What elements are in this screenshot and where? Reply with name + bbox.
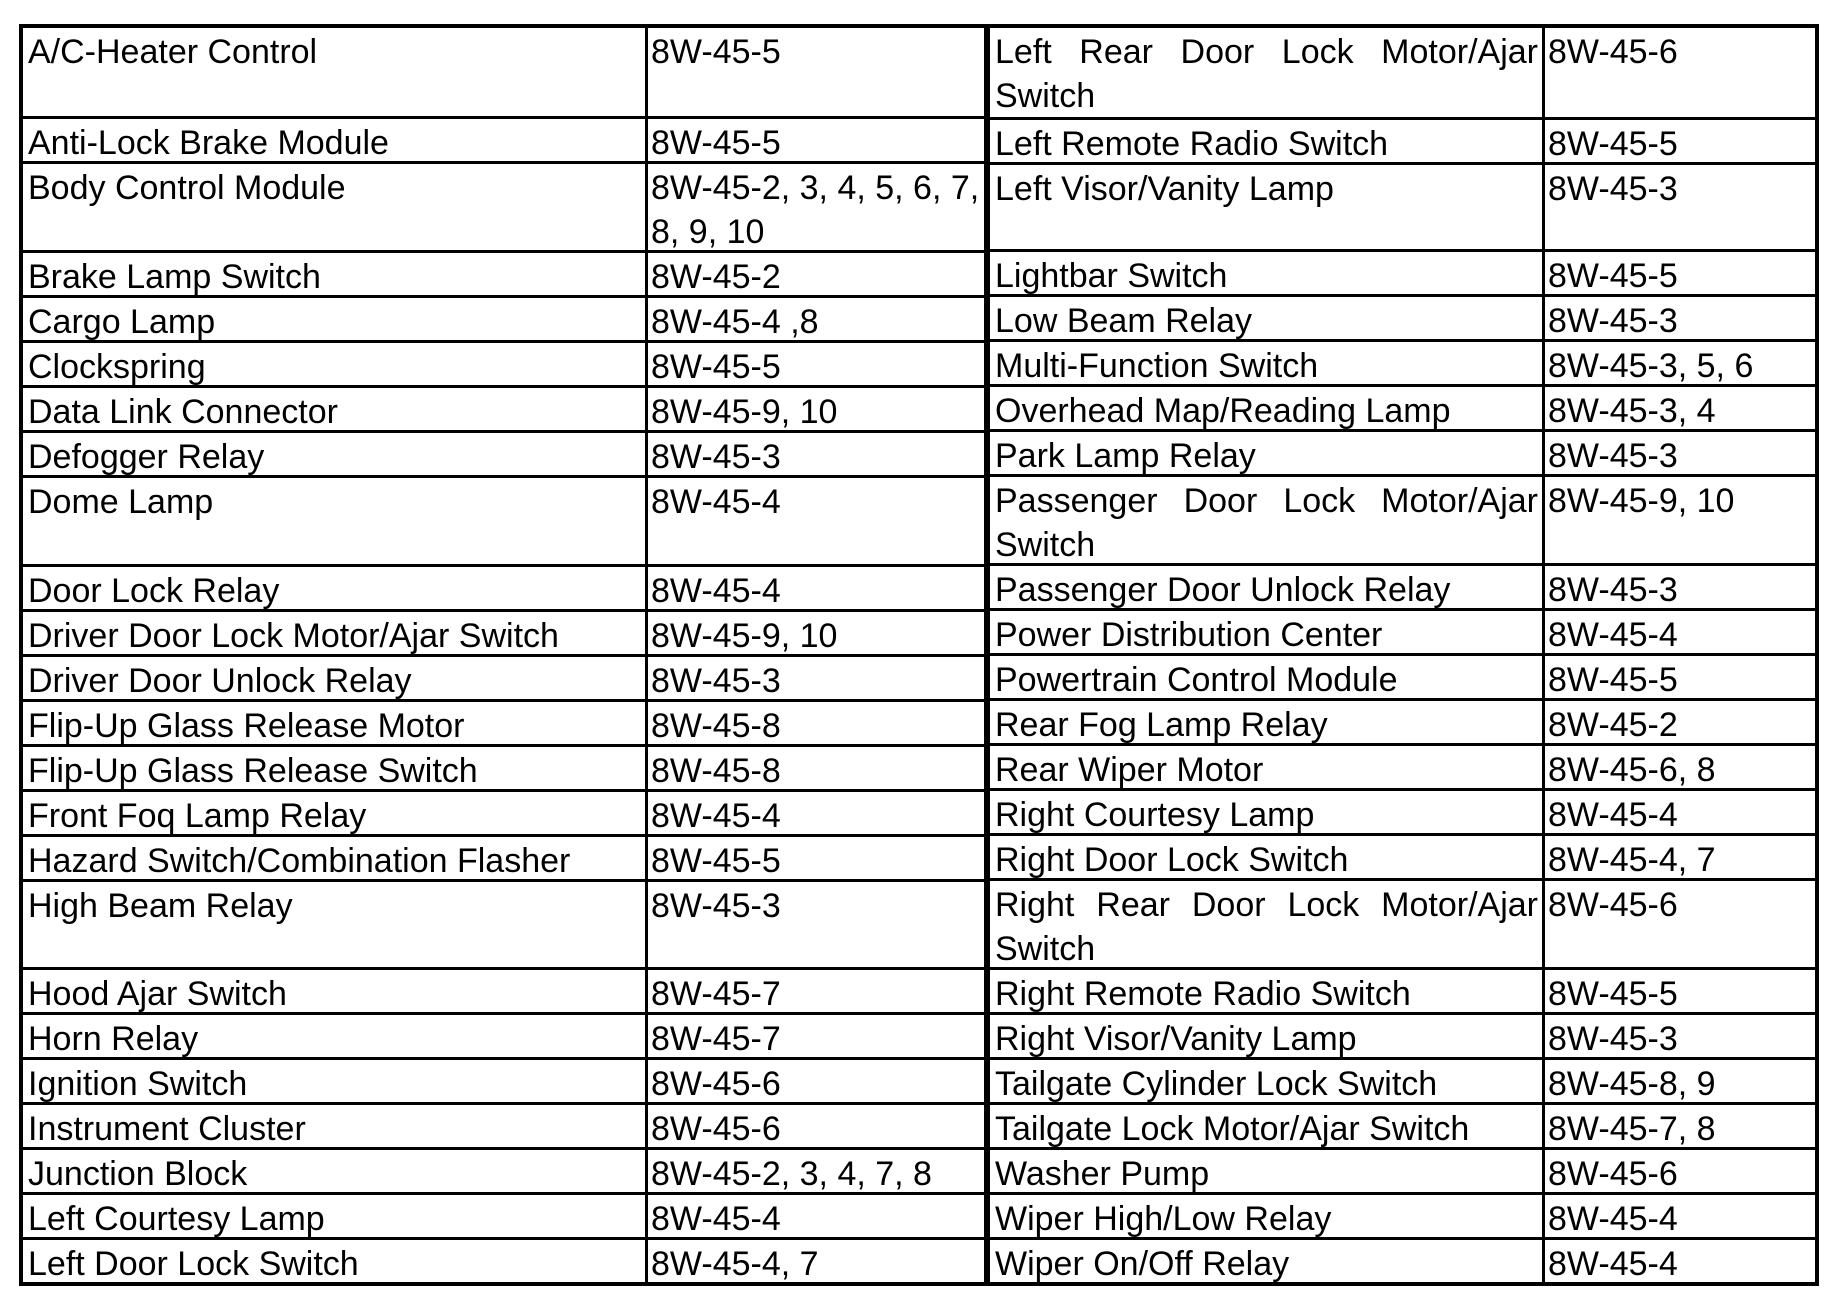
- table-row: [23, 1147, 984, 1192]
- table-row: [990, 878, 1819, 967]
- component-name: Flip-Up Glass Release Switch: [23, 747, 648, 789]
- page-reference: 8W-45-3: [651, 886, 781, 925]
- component-name: Right Remote Radio Switch: [990, 970, 1545, 1012]
- page-reference: 8W-45-9, 10: [1548, 482, 1735, 520]
- page-reference: 8W-45-3, 5, 6: [1548, 347, 1754, 384]
- component-name: Tailgate Cylinder Lock Switch: [990, 1060, 1545, 1102]
- page-reference: 8W-45-3: [651, 438, 781, 476]
- table-row: [990, 474, 1819, 563]
- component-name: Left Visor/Vanity Lamp: [990, 165, 1545, 249]
- page-reference: 8W-45-4: [1548, 1200, 1678, 1237]
- table-row: [23, 654, 984, 699]
- table-row: [990, 1192, 1819, 1237]
- page-reference: 8W-45-4: [1548, 1245, 1678, 1282]
- table-row: [990, 1057, 1819, 1102]
- component-name: Wiper High/Low Relay: [990, 1195, 1545, 1237]
- component-name: Cargo Lamp: [23, 298, 648, 340]
- component-name: Right Door Lock Switch: [990, 836, 1545, 878]
- table-row: [23, 430, 984, 475]
- page-reference: 8W-45-8, 9: [1548, 1065, 1716, 1102]
- component-name: High Beam Relay: [23, 882, 648, 967]
- component-name: A/C-Heater Control: [23, 28, 648, 116]
- component-name: Low Beam Relay: [990, 297, 1545, 339]
- component-name: Right Rear Door Lock Motor/Ajar Switch: [990, 881, 1545, 967]
- component-name: Left Courtesy Lamp: [23, 1195, 648, 1237]
- page-reference: 8W-45-6, 8: [1548, 751, 1716, 788]
- page-reference: 8W-45-3: [1548, 1020, 1678, 1057]
- component-name: Driver Door Lock Motor/Ajar Switch: [23, 612, 648, 654]
- page-reference: 8W-45-8: [651, 706, 781, 744]
- page-reference: 8W-45-2, 3, 4, 5, 6, 7, 8, 9, 10: [651, 169, 980, 251]
- table-row: [990, 117, 1819, 162]
- table-row: [990, 1102, 1819, 1147]
- page-reference: 8W-45-4, 7: [651, 1245, 819, 1282]
- component-name: Junction Block: [23, 1150, 648, 1192]
- table-row: [990, 28, 1819, 117]
- table-row: [990, 1012, 1819, 1057]
- page-reference: 8W-45-6: [651, 1065, 781, 1102]
- component-name: Door Lock Relay: [23, 567, 648, 609]
- table-row: [23, 250, 984, 295]
- page-reference: 8W-45-7, 8: [1548, 1110, 1716, 1147]
- component-name: Anti-Lock Brake Module: [23, 119, 648, 161]
- page-reference: 8W-45-6: [1548, 1155, 1678, 1192]
- page-reference: 8W-45-4: [1548, 616, 1678, 653]
- page-reference: 8W-45-3: [651, 661, 781, 699]
- component-name: Horn Relay: [23, 1015, 648, 1057]
- component-name: Ignition Switch: [23, 1060, 648, 1102]
- table-row: [990, 1147, 1819, 1192]
- table-row: [23, 609, 984, 654]
- table-row: [23, 564, 984, 609]
- page-reference: 8W-45-4: [651, 1200, 781, 1237]
- page-reference: 8W-45-5: [1548, 661, 1678, 698]
- component-name: Flip-Up Glass Release Motor: [23, 702, 648, 744]
- component-name: Rear Wiper Motor: [990, 746, 1545, 788]
- table-row: [23, 879, 984, 967]
- page-reference: 8W-45-7: [651, 1020, 781, 1057]
- component-name: Defogger Relay: [23, 433, 648, 475]
- table-row: [23, 789, 984, 834]
- table-row: [23, 1192, 984, 1237]
- page-reference: 8W-45-7: [651, 975, 781, 1012]
- table-row: [23, 1012, 984, 1057]
- table-row: [990, 162, 1819, 249]
- component-name: Wiper On/Off Relay: [990, 1240, 1545, 1282]
- page-reference: 8W-45-4, 7: [1548, 841, 1716, 878]
- component-name: Powertrain Control Module: [990, 656, 1545, 698]
- page-reference: 8W-45-6: [1548, 886, 1678, 924]
- left-column-group: [23, 28, 984, 1282]
- table-row: [23, 834, 984, 879]
- table-row: [23, 1237, 984, 1282]
- page-reference: 8W-45-3: [1548, 571, 1678, 608]
- page-reference: 8W-45-4: [651, 483, 781, 522]
- table-row: [23, 385, 984, 430]
- page-reference: 8W-45-4: [651, 571, 781, 609]
- page-reference: 8W-45-5: [651, 841, 781, 879]
- page-reference: 8W-45-3: [1548, 302, 1678, 339]
- component-name: Lightbar Switch: [990, 252, 1545, 294]
- table-row: [990, 833, 1819, 878]
- component-name: Hood Ajar Switch: [23, 970, 648, 1012]
- table-row: [990, 743, 1819, 788]
- component-name: Left Remote Radio Switch: [990, 120, 1545, 162]
- component-name: Clockspring: [23, 343, 648, 385]
- page-reference: 8W-45-3: [1548, 170, 1678, 208]
- page-reference: 8W-45-4: [651, 796, 781, 834]
- table-row: [23, 1057, 984, 1102]
- component-name: Overhead Map/Reading Lamp: [990, 387, 1545, 429]
- page-reference: 8W-45-4: [1548, 796, 1678, 833]
- table-row: [23, 340, 984, 385]
- table-row: [23, 1102, 984, 1147]
- component-index-table: [19, 24, 1819, 1286]
- page-reference: 8W-45-5: [1548, 257, 1678, 294]
- page-reference: 8W-45-2: [1548, 706, 1678, 743]
- page-reference: 8W-45-3: [1548, 437, 1678, 474]
- component-name: Passenger Door Lock Motor/Ajar Switch: [990, 477, 1545, 563]
- table-row: [990, 653, 1819, 698]
- page-reference: 8W-45-5: [1548, 975, 1678, 1012]
- component-name: Left Door Lock Switch: [23, 1240, 648, 1282]
- table-row: [23, 161, 984, 250]
- component-name: Washer Pump: [990, 1150, 1545, 1192]
- table-row: [990, 384, 1819, 429]
- table-row: [990, 429, 1819, 474]
- table-row: [990, 294, 1819, 339]
- component-name: Dome Lamp: [23, 478, 648, 563]
- component-name: Power Distribution Center: [990, 611, 1545, 653]
- component-name: Instrument Cluster: [23, 1105, 648, 1147]
- page-reference: 8W-45-2: [651, 258, 781, 296]
- component-name: Front Foq Lamp Relay: [23, 792, 648, 834]
- component-name: Brake Lamp Switch: [23, 253, 648, 295]
- table-row: [990, 698, 1819, 743]
- page-reference: 8W-45-5: [651, 348, 781, 386]
- table-row: [23, 28, 984, 116]
- table-row: [990, 339, 1819, 384]
- component-name: Right Courtesy Lamp: [990, 791, 1545, 833]
- page-reference: 8W-45-6: [651, 1110, 781, 1147]
- table-row: [23, 744, 984, 789]
- table-row: [23, 967, 984, 1012]
- page-reference: 8W-45-2, 3, 4, 7, 8: [651, 1155, 932, 1192]
- page-reference: 8W-45-6: [1548, 33, 1678, 71]
- component-name: Right Visor/Vanity Lamp: [990, 1015, 1545, 1057]
- component-name: Rear Fog Lamp Relay: [990, 701, 1545, 743]
- page-reference: 8W-45-5: [651, 124, 781, 162]
- page-reference: 8W-45-4 ,8: [651, 303, 819, 341]
- component-name: Passenger Door Unlock Relay: [990, 566, 1545, 608]
- table-row: [23, 699, 984, 744]
- table-row: [990, 608, 1819, 653]
- table-row: [23, 475, 984, 563]
- component-name: Hazard Switch/Combination Flasher: [23, 837, 648, 879]
- page-reference: 8W-45-9, 10: [651, 616, 838, 654]
- component-name: Multi-Function Switch: [990, 342, 1545, 384]
- table-row: [990, 563, 1819, 608]
- table-row: [23, 295, 984, 340]
- component-name: Data Link Connector: [23, 388, 648, 430]
- component-name: Body Control Module: [23, 164, 648, 250]
- right-column-group: [990, 28, 1819, 1282]
- table-row: [23, 116, 984, 161]
- page-reference: 8W-45-9, 10: [651, 393, 838, 431]
- component-name: Park Lamp Relay: [990, 432, 1545, 474]
- page-reference: 8W-45-8: [651, 751, 781, 789]
- page-reference: 8W-45-5: [651, 33, 781, 71]
- page-reference: 8W-45-5: [1548, 125, 1678, 162]
- table-row: [990, 249, 1819, 294]
- component-name: Driver Door Unlock Relay: [23, 657, 648, 699]
- component-name: Tailgate Lock Motor/Ajar Switch: [990, 1105, 1545, 1147]
- component-name: Left Rear Door Lock Motor/Ajar Switch: [990, 28, 1545, 117]
- table-row: [990, 1237, 1819, 1282]
- table-row: [990, 967, 1819, 1012]
- table-row: [990, 788, 1819, 833]
- page-reference: 8W-45-3, 4: [1548, 392, 1716, 429]
